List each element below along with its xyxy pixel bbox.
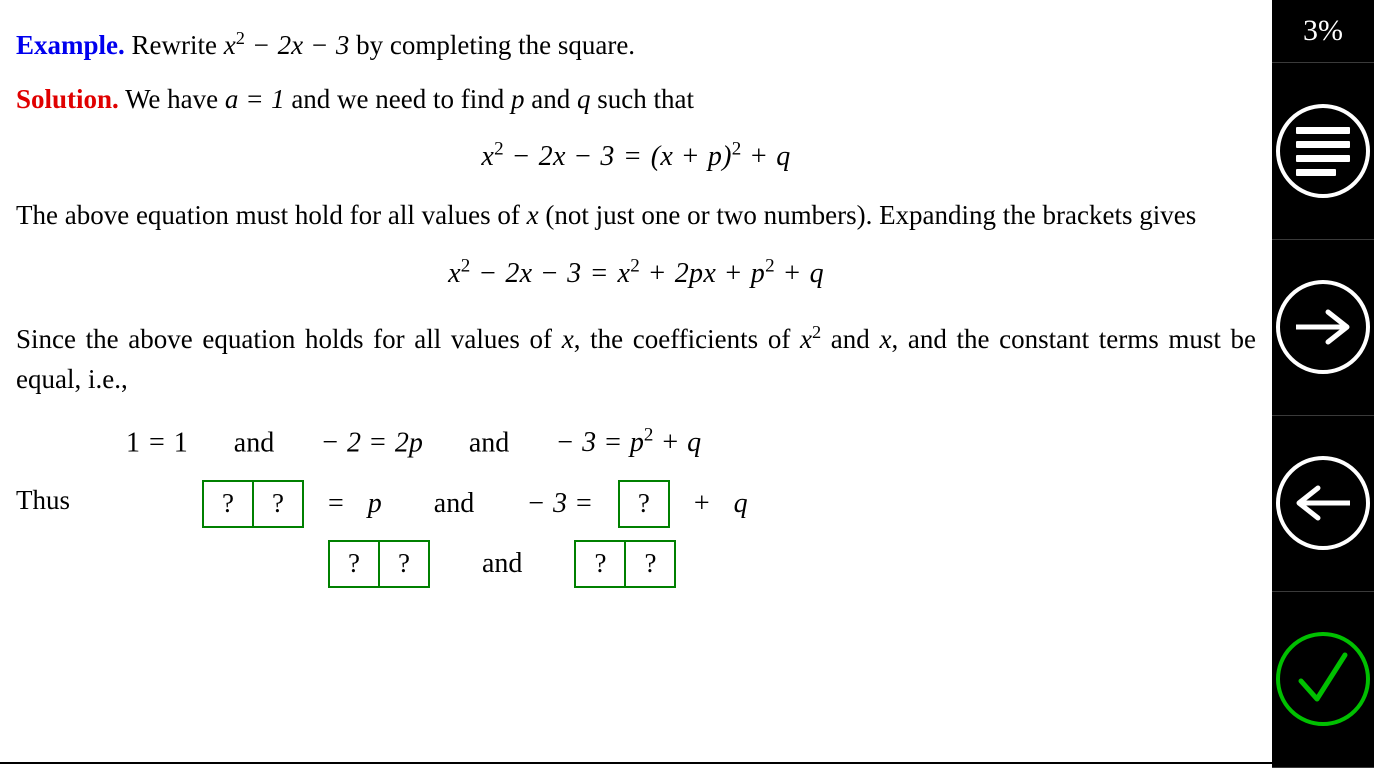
answer2-box-4[interactable]: ?	[624, 540, 676, 588]
solution-text-4: such that	[590, 84, 694, 114]
right-toolbar	[1272, 0, 1374, 768]
check-icon	[1293, 651, 1353, 707]
solution-text-1: We have	[125, 84, 225, 114]
answer-box-2[interactable]: ?	[252, 480, 304, 528]
paragraph-2-line-2: two numbers). Expanding the brackets gives	[716, 200, 1197, 231]
answer-var-q: q	[733, 487, 748, 519]
answer-row-1	[16, 480, 1256, 528]
answer-box-1[interactable]: ?	[202, 480, 254, 528]
menu-button[interactable]	[1272, 63, 1374, 239]
example-label: Example.	[16, 30, 125, 60]
previous-button-circle[interactable]	[1276, 456, 1370, 550]
solution-var-p: p	[511, 84, 525, 114]
solution-paragraph	[16, 79, 1256, 119]
solution-text-3: and	[524, 84, 577, 114]
answer-box-3[interactable]: ?	[618, 480, 670, 528]
display-equation-2: $x^2 - 2x - 3 = x^2 + 2px + p^2 + q$	[448, 255, 824, 289]
check-button-circle[interactable]	[1276, 632, 1370, 726]
answer2-box-2[interactable]: ?	[378, 540, 430, 588]
paragraph-3-line-2: of $x^2$ and x, and the constant terms must be equal, i.e.,	[16, 321, 1257, 394]
paragraph-2-line-1: The above equation must hold for all values of x (not just one or	[16, 200, 710, 231]
menu-icon	[1296, 127, 1350, 176]
answer-plus: +	[693, 487, 710, 519]
progress-indicator	[1272, 0, 1374, 63]
solution-text-2: and we need to find	[284, 84, 512, 114]
answer2-box-3[interactable]: ?	[574, 540, 626, 588]
check-answer-button[interactable]	[1272, 592, 1374, 768]
answer-row-2	[16, 540, 1256, 588]
answer-var-p: p	[367, 487, 382, 519]
next-button-circle[interactable]	[1276, 280, 1370, 374]
coeff-and-1: and	[233, 426, 275, 458]
answer2-and: and	[482, 547, 523, 579]
example-text-before: Rewrite	[131, 30, 224, 60]
menu-button-circle[interactable]	[1276, 104, 1370, 198]
answer-lhs-2: − 3 =	[528, 487, 592, 519]
paragraph-2	[16, 195, 1256, 235]
solution-var-q: q	[577, 84, 591, 114]
arrow-left-icon	[1292, 483, 1354, 523]
arrow-right-icon	[1292, 307, 1354, 347]
answer-equals-1: =	[328, 487, 344, 519]
answer-and-1: and	[433, 487, 475, 519]
display-equation-1: $x^2 - 2x - 3 = (x + p)^2 + q$	[481, 139, 791, 173]
solution-expr-a: a = 1	[224, 84, 285, 114]
solution-label: Solution.	[16, 84, 119, 114]
example-expression: $x^2 - 2x - 3$	[223, 28, 350, 60]
next-button[interactable]	[1272, 240, 1374, 416]
coefficient-equations-row	[16, 425, 1256, 459]
thus-label: Thus	[16, 484, 70, 515]
example-text-after: by completing the square.	[349, 30, 636, 60]
coeff-and-2: and	[468, 426, 510, 458]
paragraph-3-line-1: Since the above equation holds for all values of x, the coefficients	[16, 323, 759, 354]
coeff-eq-3: − $3 = p^2 + q$	[557, 424, 702, 458]
coeff-eq-1: 1 = 1	[126, 426, 188, 458]
answer2-box-1[interactable]: ?	[328, 540, 380, 588]
example-paragraph	[16, 18, 1256, 65]
progress-label: 3%	[1303, 14, 1343, 48]
coeff-eq-2: − 2 = 2p	[322, 426, 423, 458]
paragraph-3	[16, 312, 1256, 399]
previous-button[interactable]	[1272, 416, 1374, 592]
